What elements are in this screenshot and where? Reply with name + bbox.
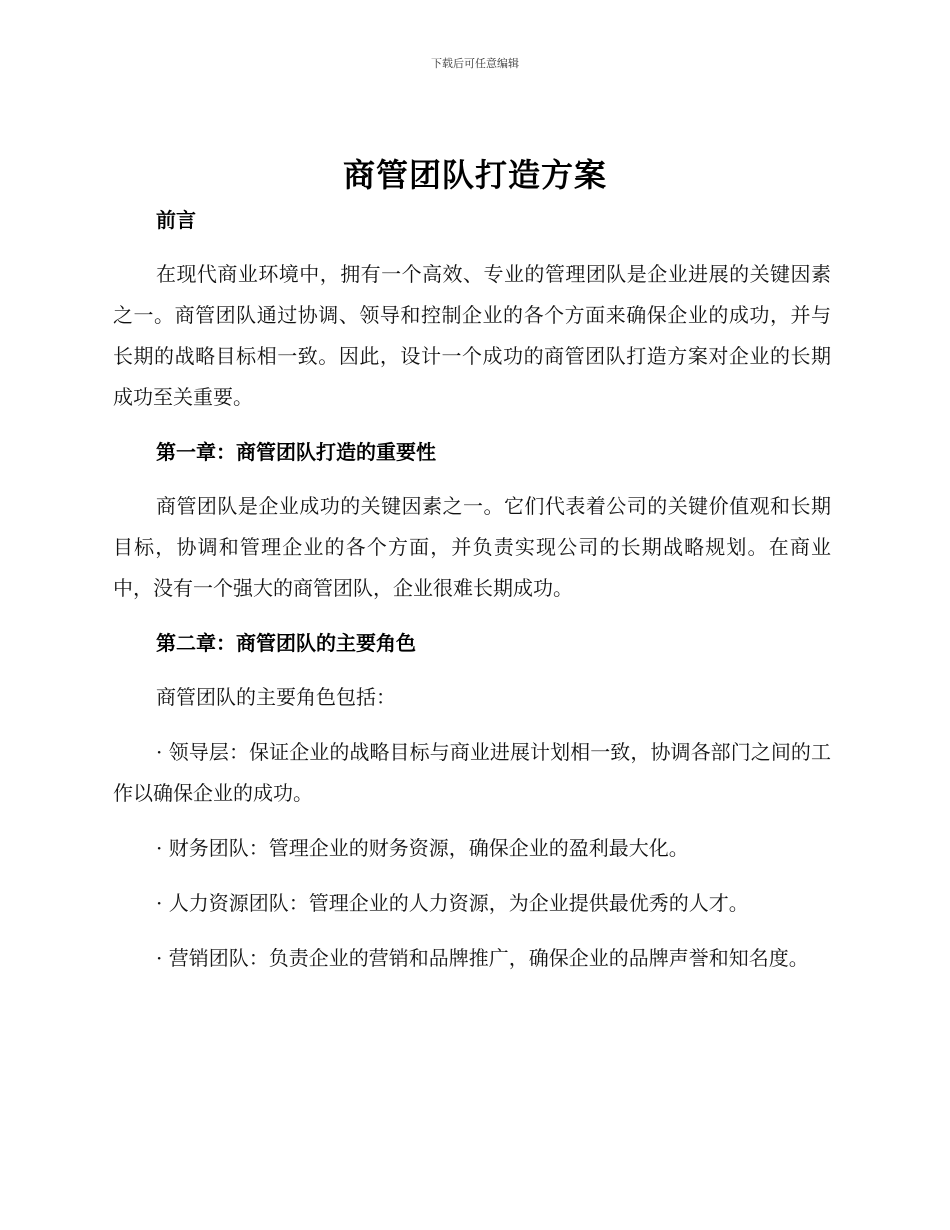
- section-heading-chapter1: 第一章：商管团队打造的重要性: [156, 440, 436, 464]
- list-item: · 营销团队：负责企业的营销和品牌推广，确保企业的品牌声誉和知名度。: [156, 946, 809, 970]
- header-note: 下载后可任意编辑: [431, 57, 519, 70]
- list-item: · 财务团队：管理企业的财务资源，确保企业的盈利最大化。: [156, 836, 689, 860]
- section-heading-preface: 前言: [156, 208, 196, 232]
- paragraph-chapter1: 商管团队是企业成功的关键因素之一。它们代表着公司的关键价值观和长期目标，协调和管理企业的各个方面，并负责实现公司的长期战略规划。在商业中，没有一个强大的商管团队，企业很难长期成功。: [113, 494, 831, 600]
- paragraph-chapter2-intro: 商管团队的主要角色包括：: [156, 685, 396, 709]
- list-item: · 领导层：保证企业的战略目标与商业进展计划相一致，协调各部门之间的工作以确保企业的成功。: [113, 740, 831, 805]
- paragraph-preface: 在现代商业环境中，拥有一个高效、专业的管理团队是企业进展的关键因素之一。商管团队通过协调、领导和控制企业的各个方面来确保企业的成功，并与长期的战略目标相一致。因此，设计一个成功的商管团队打造方案对企业的长期成功至关重要。: [113, 262, 831, 409]
- list-item: · 人力资源团队：管理企业的人力资源，为企业提供最优秀的人才。: [156, 891, 749, 915]
- document-title: 商管团队打造方案: [342, 156, 607, 194]
- section-heading-chapter2: 第二章：商管团队的主要角色: [156, 631, 416, 655]
- document-body: [113, 200, 831, 979]
